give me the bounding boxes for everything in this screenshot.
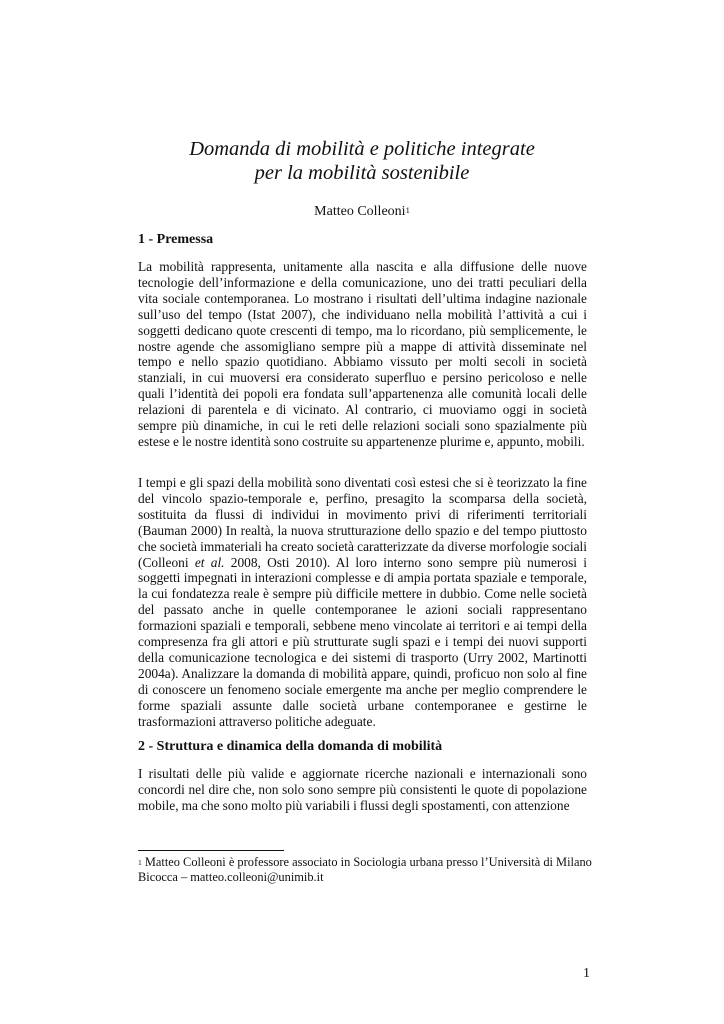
page-number: 1 [583, 966, 590, 981]
paragraph-premessa-1: La mobilità rappresenta, unitamente alla nascita e alla diffusione delle nuove tecnologie dell’informazione e della comunicazione, uno dei tratti peculiari della vita sociale contemporanea. Lo mostrano i risultati dell’ultima indagine nazionale sull’uso del tempo (Istat 2007), che individuano nella mobilità l’attività a cui i soggetti dedicano quote crescenti di tempo, ma lo ricordano, più semplicemente, le nostre agende che assomigliano sempre più a mappe di attività disseminate nel tempo e nello spazio quotidiano. Abbiamo vissuto per molti secoli in società stanziali, in cui muoversi era considerato superfluo e persino pericoloso e nelle quali l’identità dei popoli era fondata sull’appartenenza alle comunità locali delle relazioni di parentela e di vicinato. Al contrario, ci muoviamo oggi in società sempre più dinamiche, in cui le reti delle relazioni sociali sono spazialmente più estese e le nostre identità sono costruite su appartenenze plurime e, appunto, mobili. [138, 259, 587, 449]
paper-title [0, 137, 724, 185]
title-line-2: per la mobilità sostenibile [254, 162, 470, 184]
paragraph-italic-text: et al. [194, 554, 225, 570]
footnote-mark: 1 [138, 858, 142, 867]
paragraph-struttura-1: I risultati delle più valide e aggiornate ricerche nazionali e internazionali sono concordi nel dire che, non solo sono sempre più consistenti le quote di popolazione mobile, ma che sono molto più variabili i flussi degli spostamenti, con attenzione [138, 766, 587, 813]
section-heading-struttura: 2 - Struttura e dinamica della domanda di mobilità [138, 739, 443, 754]
author-line [0, 203, 724, 220]
author-footnote-mark[interactable]: 1 [405, 205, 410, 215]
footnote-text: Matteo Colleoni è professore associato in Sociologia urbana presso l’Università di Milano Bicocca – matteo.colleoni@unimib.it [138, 855, 592, 885]
footnote [138, 855, 598, 885]
footnote-separator [138, 850, 284, 851]
author-name: Matteo Colleoni [314, 204, 406, 219]
paragraph-text: I tempi e gli spazi della mobilità sono diventati così estesi che si è teorizzato la fine del vincolo spazio-temporale e, perfino, presagito la scomparsa della società, sostituita da flussi di individui in movimento privi di riferimenti territoriali (Bauman 2000) In realtà, la nuova strutturazione dello spazio e del tempo piuttosto che società immateriali ha creato società caratterizzate da diverse morfologie sociali (Colleoni [138, 475, 587, 570]
paragraph-text: 2008, Osti 2010). Al loro interno sono sempre più numerosi i soggetti impegnati in interazioni complesse e di ampia portata spaziale e temporale, la cui fondatezza reale è sempre più difficile mettere in dubbio. Come nelle società del passato anche in quelle contemporanee le azioni sociali rappresentano formazioni spaziali e temporali, sebbene meno vincolate ai territori e ai tempi della compresenza fra gli attori e più strutturate sugli spazi e i tempi dei nuovi supporti della comunicazione tecnologica e dei sistemi di trasporto (Urry 2002, Martinotti 2004a). Analizzare la domanda di mobilità appare, quindi, proficuo non solo al fine di conoscere un fenomeno sociale emergente ma anche per meglio comprendere le forme spaziali assunte dalle società urbane contemporanee e gestirne le trasformazioni attraverso politiche adeguate. [138, 554, 587, 729]
title-line-1: Domanda di mobilità e politiche integrate [189, 138, 535, 160]
paragraph-premessa-2 [138, 475, 587, 730]
section-heading-premessa: 1 - Premessa [138, 232, 214, 247]
